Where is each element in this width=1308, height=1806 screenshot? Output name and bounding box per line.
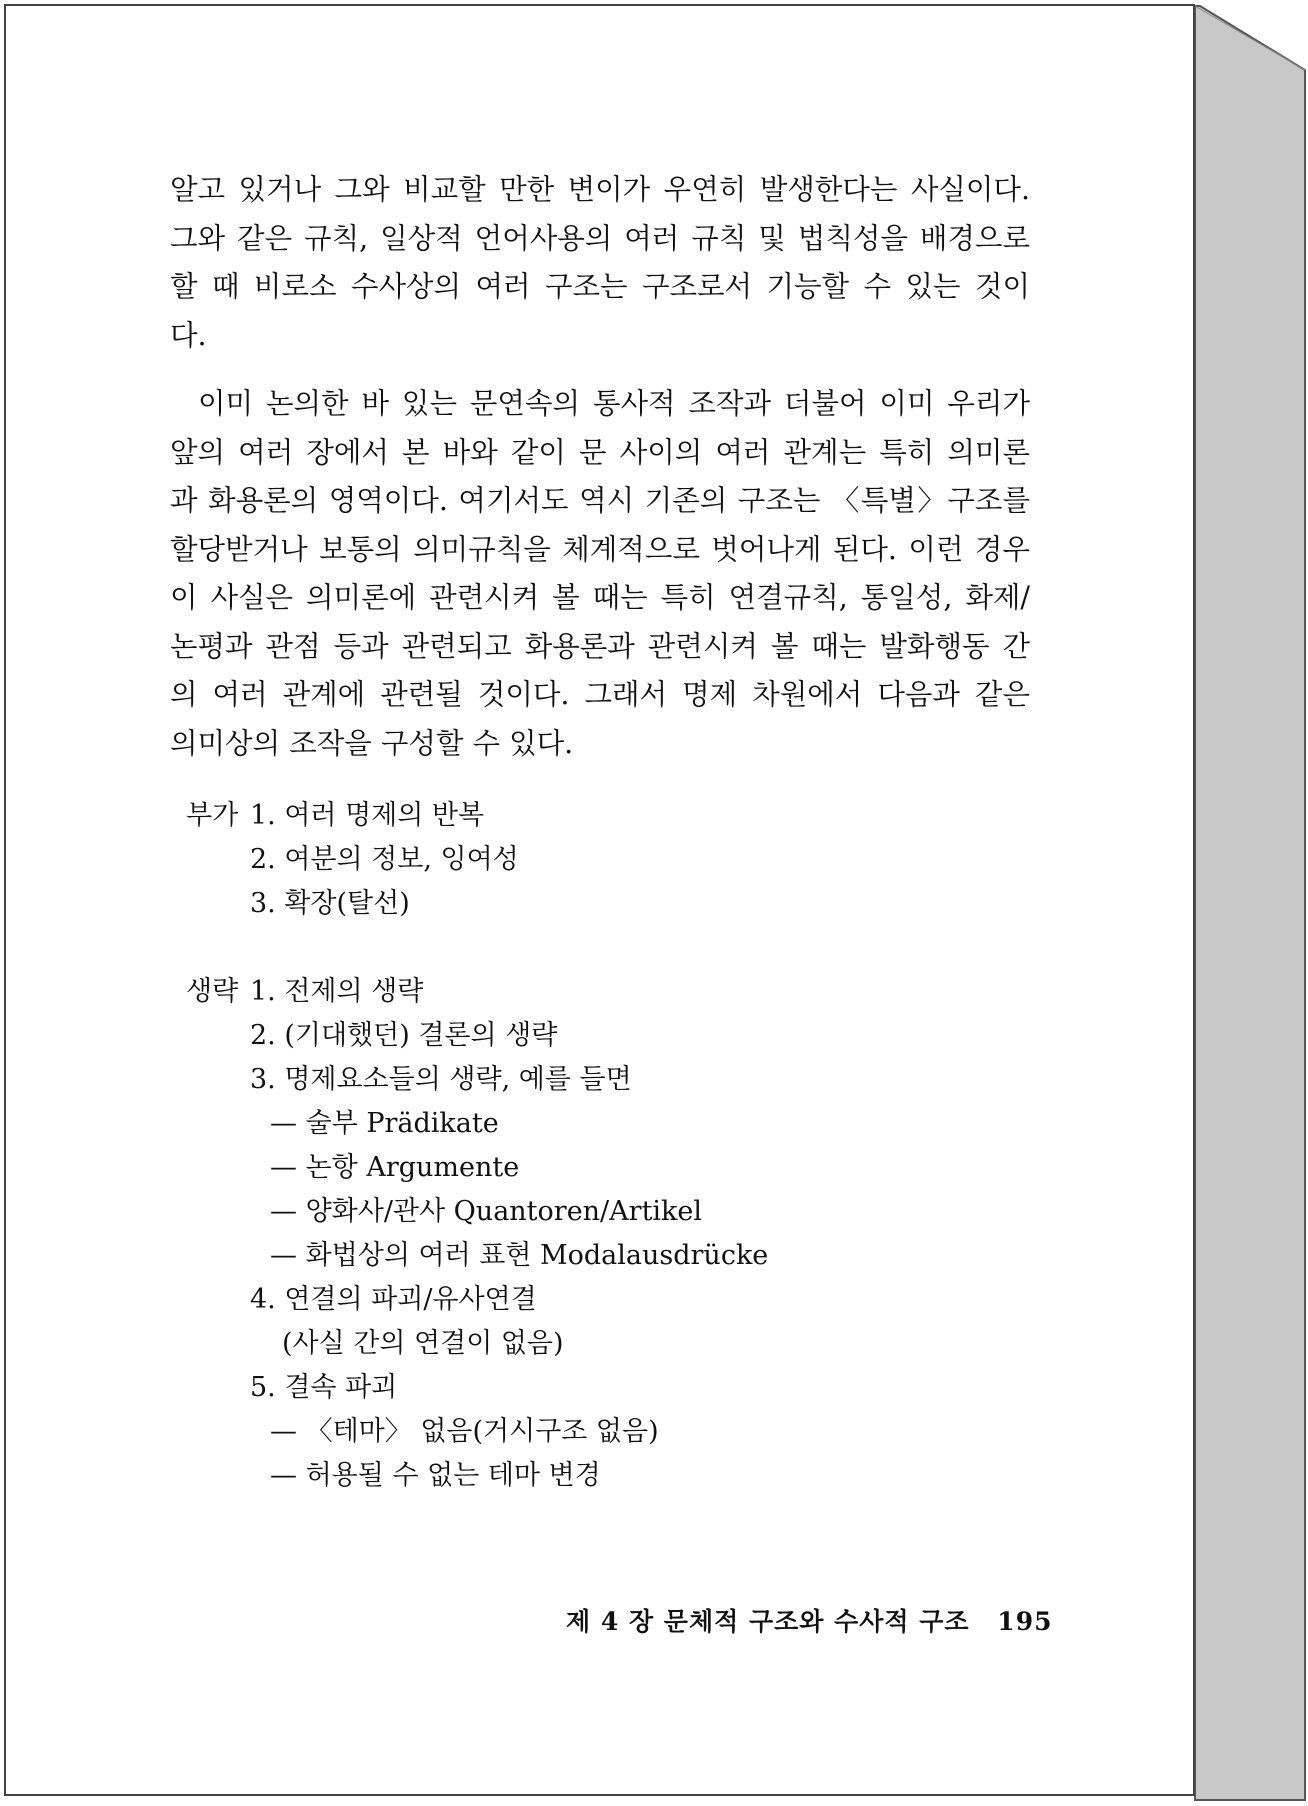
paragraph-2 (170, 380, 1030, 768)
text-line: 할 때 비로소 수사상의 여러 구조는 구조로서 기능할 수 있는 것이 (170, 270, 1030, 303)
list-item: 3. 명제요소들의 생략, 예를 들면 (250, 1064, 632, 1095)
list-item: 4. 연결의 파괴/유사연결 (250, 1284, 537, 1315)
text-line: 이 사실은 의미론에 관련시켜 볼 때는 특히 연결규칙, 통일성, 화제/ (170, 581, 1030, 614)
list-subitem: — 허용될 수 없는 테마 변경 (270, 1460, 601, 1491)
list-category-omission: 생략 (186, 976, 239, 1007)
list-item: 5. 결속 파괴 (250, 1372, 398, 1403)
chapter-title: 제 4 장 문체적 구조와 수사적 구조 (566, 1607, 970, 1636)
page (4, 4, 1195, 1796)
list-item: 2. 여분의 정보, 잉여성 (250, 844, 519, 875)
paragraph-1 (170, 166, 1030, 360)
list-subitem: — 양화사/관사 Quantoren/Artikel (270, 1196, 703, 1227)
list-item: 1. 전제의 생략 (250, 976, 424, 1007)
running-footer (566, 1602, 1052, 1638)
text-line: 논평과 관점 등과 관련되고 화용론과 관련시켜 볼 때는 발화행동 간 (170, 629, 1030, 663)
list-item: 1. 여러 명제의 반복 (250, 800, 485, 831)
list-item: 2. (기대했던) 결론의 생략 (250, 1020, 558, 1051)
list-category-addition: 부가 (186, 800, 239, 831)
list-subitem: — 논항 Argumente (270, 1152, 520, 1183)
list-subitem: — 화법상의 여러 표현 Modalausdrücke (270, 1240, 769, 1271)
text-line: 의 여러 관계에 관련될 것이다. 그래서 명제 차원에서 다음과 같은 (170, 678, 1030, 711)
page-number: 195 (997, 1607, 1053, 1636)
list-subitem: (사실 간의 연결이 없음) (282, 1328, 564, 1359)
text-line: 앞의 여러 장에서 본 바와 같이 문 사이의 여러 관계는 특히 의미론 (170, 435, 1030, 469)
text-line: 할당받거나 보통의 의미규칙을 체계적으로 벗어나게 된다. 이런 경우 (170, 532, 1030, 566)
text-line: 이미 논의한 바 있는 문연속의 통사적 조작과 더불어 이미 우리가 (198, 387, 1030, 420)
text-line: 알고 있거나 그와 비교할 만한 변이가 우연히 발생한다는 사실이다. (170, 173, 1030, 206)
list-subitem: — 술부 Prädikate (270, 1108, 499, 1139)
list-item: 3. 확장(탈선) (250, 888, 410, 919)
text-line: 과 화용론의 영역이다. 여기서도 역시 기존의 구조는 〈특별〉구조를 (170, 484, 1030, 517)
text-line: 그와 같은 규칙, 일상적 언어사용의 여러 규칙 및 법칙성을 배경으로 (170, 221, 1030, 255)
text-line: 다. (170, 318, 207, 352)
text-line: 의미상의 조작을 구성할 수 있다. (170, 726, 574, 760)
list-subitem: — 〈테마〉 없음(거시구조 없음) (270, 1416, 659, 1447)
